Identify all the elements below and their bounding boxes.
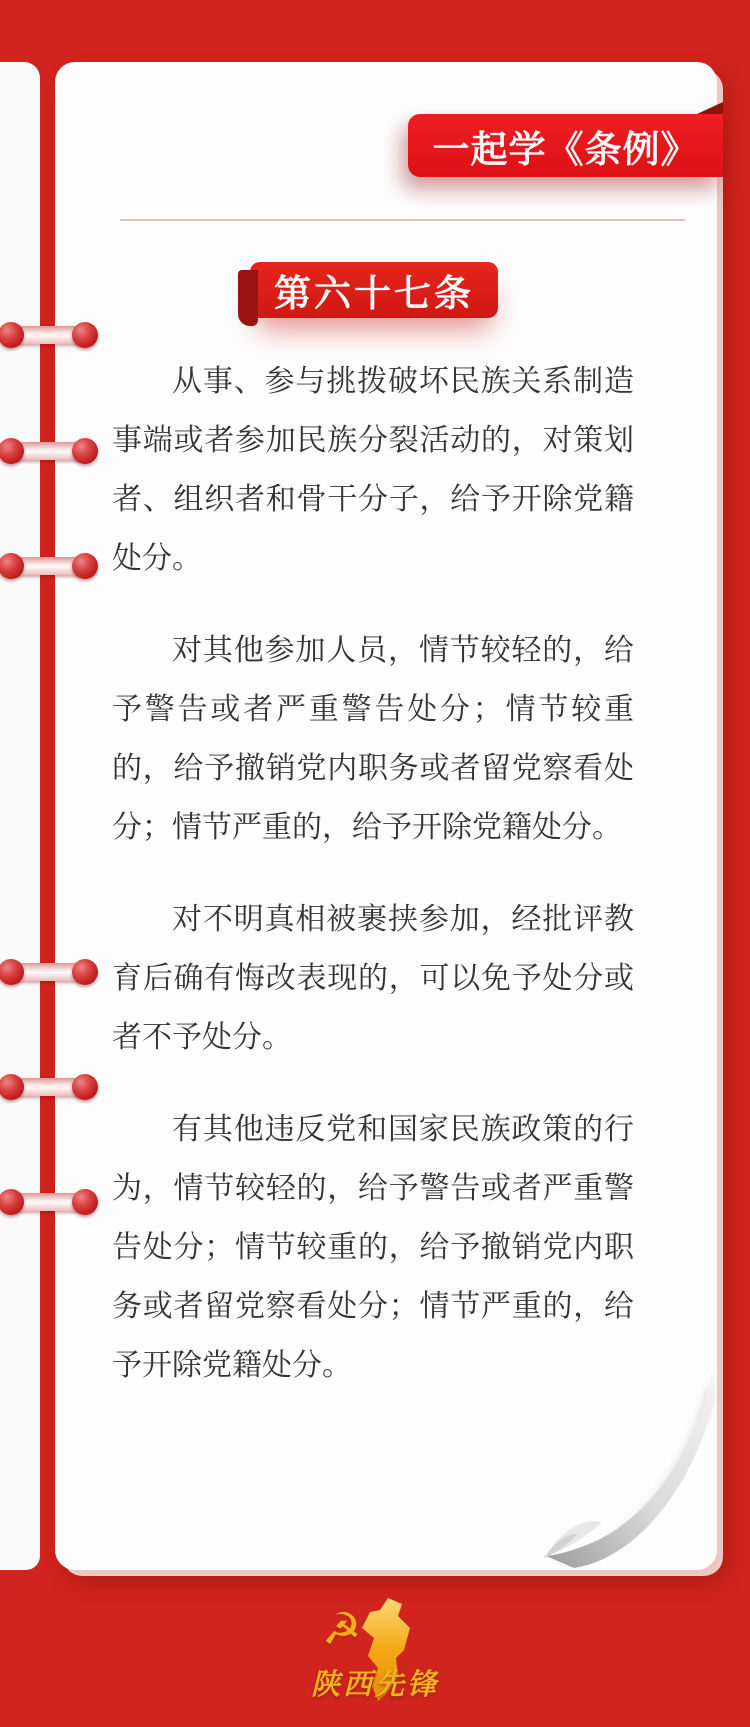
series-title-ribbon <box>408 114 723 177</box>
page-curl <box>540 1372 718 1570</box>
binder-ring <box>0 553 98 579</box>
article-number-badge <box>250 262 498 318</box>
ring-ball-left <box>0 1074 24 1100</box>
ring-ball-left <box>0 1189 24 1215</box>
binder-ring <box>0 1189 98 1215</box>
article-paragraph: 对其他参加人员，情节较轻的，给予警告或者严重警告处分；情节较重的，给予撤销党内职务或者留党察看处分；情节严重的，给予开除党籍处分。 <box>112 633 634 845</box>
article-paragraph: 对不明真相被裹挟参加，经批评教育后确有悔改表现的，可以免予处分或者不予处分。 <box>112 902 634 1055</box>
logo-text: 陕西先锋 <box>310 1667 439 1701</box>
article-paragraph: 从事、参与挑拨破坏民族关系制造事端或者参加民族分裂活动的，对策划者、组织者和骨干分子，给予开除党籍处分。 <box>112 364 634 576</box>
ring-ball-right <box>72 1189 98 1215</box>
ring-ball-right <box>72 553 98 579</box>
series-title: 一起学《条例》 <box>432 127 699 171</box>
binder-ring <box>0 438 98 464</box>
hammer-sickle-icon: ☭ <box>322 1604 362 1655</box>
ring-ball-right <box>72 322 98 348</box>
ring-ball-left <box>0 322 24 348</box>
article-paragraph: 有其他违反党和国家民族政策的行为，情节较轻的，给予警告或者严重警告处分；情节较重的，给予撤销党内职务或者留党察看处分；情节严重的，给予开除党籍处分。 <box>112 1112 634 1383</box>
article-body <box>112 352 634 1428</box>
back-page-sheet <box>0 62 40 1570</box>
ring-ball-left <box>0 959 24 985</box>
ring-ball-right <box>72 438 98 464</box>
header-divider <box>120 219 685 221</box>
article-number: 第六十七条 <box>274 272 474 315</box>
binder-ring <box>0 959 98 985</box>
ring-ball-left <box>0 438 24 464</box>
ring-ball-right <box>72 959 98 985</box>
ring-ball-right <box>72 1074 98 1100</box>
binder-ring <box>0 1074 98 1100</box>
ring-ball-left <box>0 553 24 579</box>
binder-ring <box>0 322 98 348</box>
